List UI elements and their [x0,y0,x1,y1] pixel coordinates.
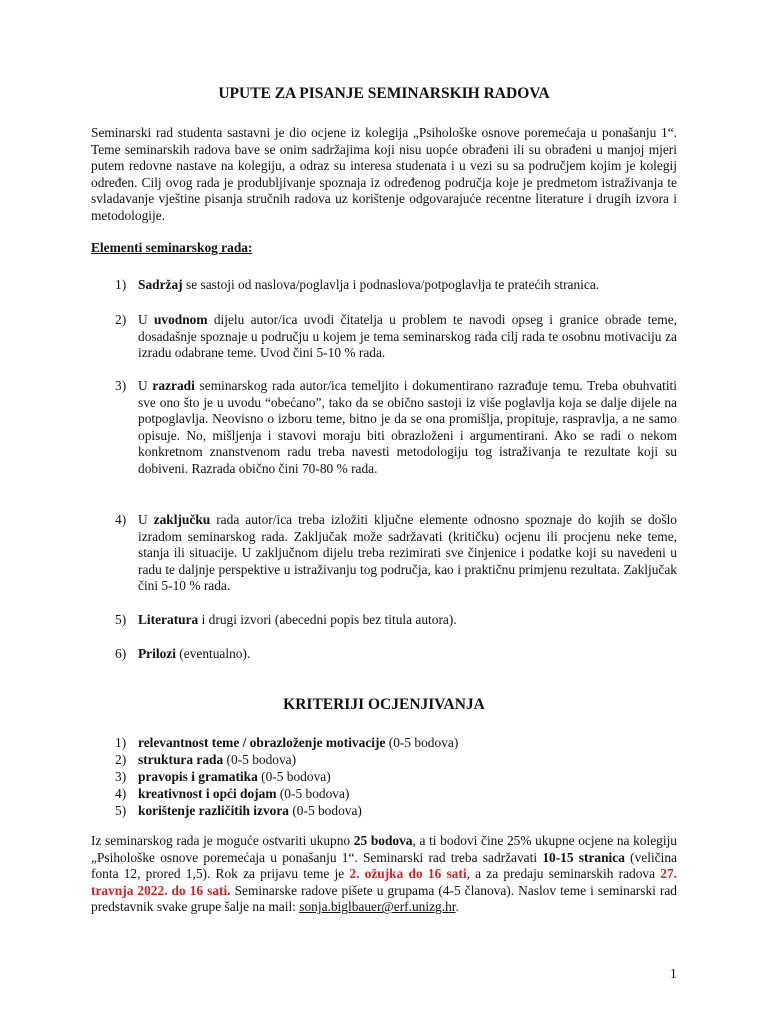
element-text: seminarskog rada autor/ica temeljito i dokumentirano razrađuje temu. Treba obuhvatiti sve ono što je u uvodu “obećano”, tako da se obično sastoji iz više poglavlja koja se dalje dijele na potpoglavlja. Neovisno o izboru teme, bitno je da se ona promišlja, propituje, raspravlja, a ne samo opisuje. No, mišljenja i stavovi moraju biti obrazloženi i argumentirani. Ako se radi o nekom konkretnom znanstvenom radu treba navesti metodologiju tog istraživanja te rezultate koji su dobiveni. Razrada obično čini 70-80 % rada. [138,378,677,476]
criteria-term: struktura rada [138,752,224,767]
elements-heading-colon: : [247,240,253,255]
criteria-number: 5) [115,803,127,818]
page-count: 10-15 stranica [542,849,625,865]
criteria-points: (0-5 bodova) [385,735,459,750]
element-item-literatura [115,612,677,629]
element-prefix: U [138,312,154,327]
element-text: (eventualno). [175,646,251,661]
total-points: 25 bodova [353,833,413,848]
final-text: Iz seminarskog rada je moguće ostvariti ukupno [91,833,354,848]
element-item-zakljucak [115,512,677,595]
criteria-term: pravopis i gramatika [138,769,258,784]
element-number: 2) [115,312,127,327]
criteria-item [115,769,677,786]
criteria-points: (0-5 bodova) [288,803,362,818]
intro-paragraph: Seminarski rad studenta sastavni je dio ocjene iz kolegija „Psihološke osnove poremećaja u ponašanju 1“. Teme seminarskih radova bave se onim sadržajima koji nisu uopće obrađeni ili su obrađeni u manjoj mjeri putem redovne nastave na kolegiju, a odraz su interesa studenata i u vezi su sa područjem kojim je kolegij određen. Cilj ovog rada je produbljivanje spoznaja iz određenog područja koje je predmetom istraživanja te svladavanje vještine pisanja stručnih radova uz korištenje odgovarajuće recentne literature i drugih izvora i metodologije. [91,125,677,223]
elements-heading [91,240,252,257]
element-text: i drugi izvori (abecedni popis bez titula autora). [198,612,457,627]
criteria-item [115,786,677,803]
topic-deadline: 2. ožujka do 16 sati [349,866,467,882]
element-number: 5) [115,612,127,627]
element-text: se sastoji od naslova/poglavlja i podnaslova/potpoglavlja te pratećih stranica. [182,277,600,292]
criteria-list [115,735,677,820]
criteria-number: 2) [115,752,127,767]
element-term: Literatura [138,612,199,627]
criteria-points: (0-5 bodova) [276,786,350,801]
page-title: UPUTE ZA PISANJE SEMINARSKIH RADOVA [218,85,550,102]
element-item-razrada [115,378,677,478]
criteria-points: (0-5 bodova) [223,752,297,767]
element-text: dijelu autor/ica uvodi čitatelja u problem te navodi opseg i granice obrade teme, dosadašnje spoznaje u području u kojem je tema seminarskog rada cilj rada te osobnu motivaciju za izradu odabrane teme. Uvod čini 5-10 % rada. [138,312,677,361]
element-text: rada autor/ica treba izložiti ključne elemente odnosno spoznaje do kojih se došlo izradom seminarskog rada. Zaključak može sadržavati (kritičku) ocjenu ili procjenu neke teme, stanja ili situacije. U zaključnom dijelu treba rezimirati sve činjenice i podatke koji su navedeni u radu te daljnje perspektive u istraživanju tog područja, kao i praktičnu primjenu rezultata. Zaključak čini 5-10 % rada. [138,512,677,594]
element-prefix: U [138,512,154,527]
element-number: 1) [115,277,127,292]
element-term: uvodnom [153,312,208,327]
element-number: 3) [115,378,127,393]
email-link[interactable]: sonja.biglbauer@erf.unizg.hr [299,899,456,915]
element-term: Prilozi [138,646,176,661]
final-text: . [455,899,459,915]
criteria-term: korištenje različitih izvora [138,803,289,818]
final-text: Seminarske radove pišete u grupama (4-5 članova). Naslov teme i seminarski rad predstavnik svake grupe šalje na mail: [91,882,677,915]
criteria-item [115,735,677,752]
submission-deadline: 27. travnja 2022. do 16 sati. [91,866,677,898]
element-term: razradi [152,378,195,393]
elements-heading-text: Elementi seminarskog rada [91,240,248,255]
criteria-item [115,803,677,820]
element-item-sadrzaj [115,277,677,294]
criteria-term: kreativnost i opći dojam [138,786,277,801]
criteria-item [115,752,677,769]
final-text: (veličina fonta 12, prored 1,5). Rok za prijavu teme je [91,849,677,882]
element-term: zaključku [153,512,211,527]
element-term: Sadržaj [138,277,183,292]
element-number: 4) [115,512,127,527]
criteria-title: KRITERIJI OCJENJIVANJA [283,696,485,713]
criteria-points: (0-5 bodova) [257,769,331,784]
element-item-prilozi [115,646,677,663]
element-prefix: U [138,378,153,393]
page-number: 1 [670,966,677,981]
element-item-uvod [115,312,677,362]
criteria-number: 1) [115,735,127,750]
final-paragraph [91,833,677,916]
criteria-number: 3) [115,769,127,784]
final-text: , a za predaju seminarskih radova [466,866,661,882]
final-text: , a ti bodovi čine 25% ukupne ocjene na kolegiju „Psihološke osnove poremećaja u ponašanju 1“. Seminarski rad treba sadržavati [91,833,677,865]
criteria-number: 4) [115,786,127,801]
criteria-term: relevantnost teme / obrazloženje motivacije [138,735,386,750]
element-number: 6) [115,646,127,661]
